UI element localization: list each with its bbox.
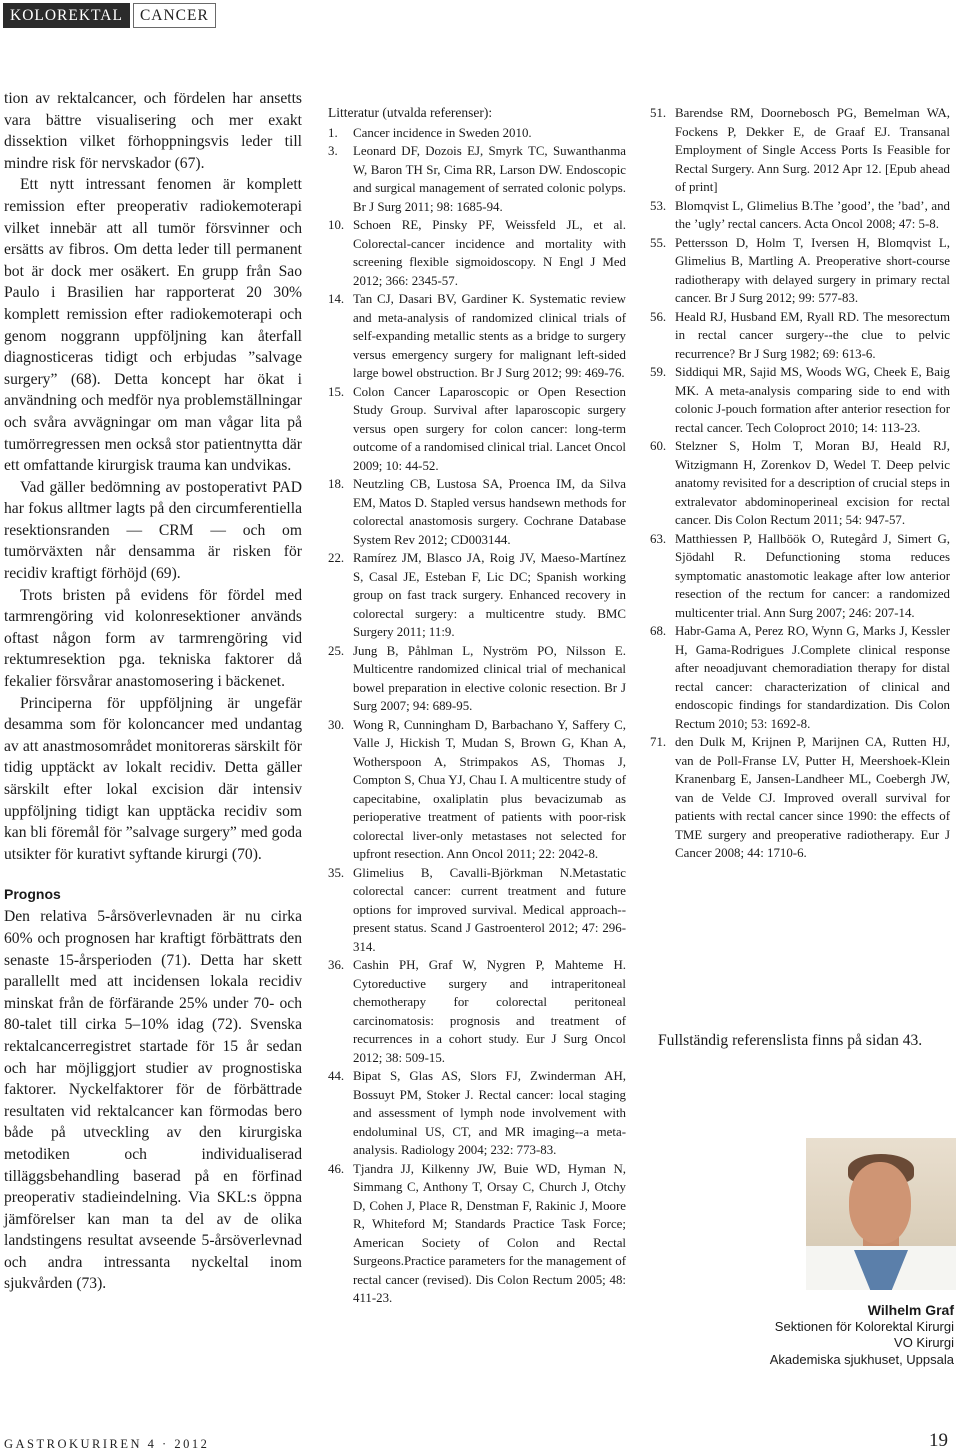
reference-number: 22. — [328, 551, 345, 565]
reference-number: 30. — [328, 717, 345, 732]
author-caption — [770, 1302, 954, 1368]
page-number: 19 — [929, 1430, 948, 1451]
reference-text: Wong R, Cunningham D, Barbachano Y, Saffery C, Valle J, Hickish T, Mudan S, Brown G, Khan A, Wotherspoon A, Strimpakos AS, Thomas J, Compton S, Chua YJ, Chau I. A multicentre study of capecitabine, oxaliplatin plus bevacizumab as perioperative treatment of patients with poor-risk colorectal liver-only metastases not selected for upfront resection. Ann Oncol 2011; 22: 2042-8. — [353, 717, 626, 861]
reference-text: Matthiessen P, Hallböök O, Rutegård J, Simert G, Sjödahl R. Defunctioning stoma reduces symptomatic anastomotic leakage after low anterior resection of the rectum for cancer: a randomized multicenter trial. Ann Surg 2007; 246: 207-14. — [675, 531, 950, 620]
reference-item — [328, 549, 626, 642]
reference-number: 35. — [328, 865, 345, 880]
reference-item — [650, 733, 950, 863]
body-paragraph: Trots bristen på evidens för fördel med tarmrengöring vid kolonresektioner används oftast någon form av tarmrengöring vid rektumresektion pga. tekniska faktorer då fekalier försvårar anastomosering i bäckenet. — [4, 586, 302, 691]
reference-number: 63. — [650, 531, 667, 546]
reference-item — [650, 363, 950, 437]
reference-item — [650, 234, 950, 308]
reference-item — [328, 142, 626, 216]
body-paragraph: Den relativa 5-årsöverlevnaden är nu cirka 60% och prognosen har kraftigt förbättrats den senaste 15-årsperioden (71). Detta har skett parallellt med att incidensen lokala recidiv minskat från de förfärande 25% under 70- och 80-talet till cirka 5–10% idag (72). Svenska rektalcancerregistret startade för 15 år sedan och har möjliggjort studier av prognostiska faktorer. Nyckelfaktorer för de förbättrade resultaten vid rektalcancer kan förmodas bero både på utveckling av den kirurgiska metodiken och individualiserad tilläggsbehandling baserad på en förfinad preoperativ stadieindelning. Via SKL:s öppna jämförelser kan man ta del av de olika landstingens resultat avseende 5-årsöverlevnad och andra intressanta nyckeltal inom sjukvården (73). — [4, 908, 302, 1293]
reference-column-right — [650, 104, 950, 863]
reference-item — [328, 1160, 626, 1308]
body-paragraph: tion av rektalcancer, och fördelen har ansetts vara bättre visualisering och mer exakt dissektion vilket förhoppningsvis leder till mindre risk för nervskador (67). — [4, 90, 302, 172]
reference-item — [650, 197, 950, 234]
reference-text: Heald RJ, Husband EM, Ryall RD. The mesorectum in rectal cancer surgery--the clue to pelvic recurrence? Br J Surg 1982; 69: 613-6. — [675, 309, 950, 361]
reference-text: Pettersson D, Holm T, Iversen H, Blomqvist L, Glimelius B, Martling A. Preoperative short-course radiotherapy with delayed surgery in primary rectal cancer. Br J Surg 2012; 99: 577-83. — [675, 235, 950, 305]
reference-item — [650, 530, 950, 623]
author-photo — [806, 1138, 956, 1290]
reference-title: Litteratur (utvalda referenser): — [328, 105, 493, 120]
reference-text: den Dulk M, Krijnen P, Marijnen CA, Rutten HJ, van de Poll-Franse LV, Putter H, Meershoek-Klein Kranenbarg E, Jansen-Landheer ML, Coebergh JW, van de Velde CJ. Improved overall survival for patients with rectal cancer since 1990: the effects of TME surgery and preoperative radiotherapy. Eur J Cancer 2008; 44: 1710-6. — [675, 735, 950, 860]
reference-number: 15. — [328, 384, 345, 399]
body-paragraph: Principerna för uppföljning är ungefär desamma som för koloncancer med undantag av att anastmosområdet monitoreras särskilt för tidig upptäckt av lokalt recidiv. Detta gäller särskilt efter lokal excision där intensiv uppföljning tidigt kan upptäcka recidiv som kan bli föremål för ”salvage surgery” med goda utsikter för kurativt syftande kirurgi (70). — [4, 694, 302, 863]
reference-text: Colon Cancer Laparoscopic or Open Resection Study Group. Survival after laparoscopic surgery versus open surgery for colon cancer: long-term outcome of a randomised clinical trial. Lancet Oncol 2009; 10: 44-52. — [353, 384, 626, 473]
reference-item — [328, 124, 626, 143]
author-hospital: Akademiska sjukhuset, Uppsala — [769, 1351, 954, 1367]
reference-number: 56. — [650, 309, 667, 324]
reference-number: 3. — [328, 144, 338, 158]
reference-text: Blomqvist L, Glimelius B.The ’good’, the ’bad’, and the ’ugly’ rectal cancers. Acta Oncol 2008; 47: 5-8. — [675, 198, 950, 231]
author-affiliation: Sektionen för Kolorektal Kirurgi — [774, 1318, 954, 1334]
reference-number: 59. — [650, 365, 667, 379]
reference-item — [328, 716, 626, 864]
reference-text: Tjandra JJ, Kilkenny JW, Buie WD, Hyman N, Simmang C, Anthony T, Orsay C, Church J, Otchy D, Cohen J, Place R, Denstman F, Rakinic J, Moore R, Whiteford M; Standards Practice Task Force; American Society of Colon and Rectal Surgeons.Practice parameters for the management of rectal cancer (revised). Dis Colon Rectum 2005; 48: 411-23. — [353, 1161, 626, 1305]
reference-number: 10. — [328, 218, 345, 232]
reference-item — [650, 104, 950, 197]
reference-text: Ramírez JM, Blasco JA, Roig JV, Maeso-Martínez S, Casal JE, Esteban F, Lic DC; Spanish working group on fast track surgery. Enhanced recovery in colorectal surgery: a multicentre study. BMC Surgery 2011; 11:9. — [353, 551, 626, 639]
reference-text: Bipat S, Glas AS, Slors FJ, Zwinderman AH, Bossuyt PM, Stoker J. Rectal cancer: local staging and assessment of lymph node involvement with endoluminal US, CT, and MR imaging--a meta-analysis. Radiology 2004; 232: 773-83. — [353, 1069, 626, 1157]
body-paragraph: Ett nytt intressant fenomen är komplett remission efter preoperativ radiokemoterapi vilket innebär att all tumör försvinner och ersätts av fibros. Om detta leder till permanent bot är dock mer osäkert. En grupp från Sao Paulo i Brasilien har rapporterat 20 30% komplett remission efter radiokemoterapi och genom noggrann uppföljning kan återfall diagnosticeras tidigt och erbjudas ”salvage surgery” (68). Detta koncept har ökat i användning och medför nya problemställningar och svåra avvägningar om man vågar lita på tumörregressen men också stor patientnytta där ett omfattande kirurgisk trauma kan undvikas. — [4, 176, 302, 475]
reference-number: 71. — [650, 735, 667, 749]
reference-text: Cancer incidence in Sweden 2010. — [353, 125, 532, 140]
reference-number: 55. — [650, 235, 667, 250]
reference-number: 53. — [650, 198, 667, 213]
reference-number: 1. — [328, 125, 338, 140]
reference-item — [650, 622, 950, 733]
author-name: Wilhelm Graf — [867, 1302, 954, 1318]
reference-text: Stelzner S, Holm T, Moran BJ, Heald RJ, Witzigmann H, Zorenkov D, Wedel T. Deep pelvic anatomy revisited for a description of crucial steps in extralevator abdominoperineal excision for rectal cancer. Dis Colon Rectum 2011; 54: 947-57. — [675, 439, 950, 527]
reference-number: 25. — [328, 643, 345, 658]
reference-text: Glimelius B, Cavalli-Björkman N.Metastatic colorectal cancer: current treatment and future options for improved survival. Medical approach--present status. Scand J Gastroenterol 2012; 47: 296-314. — [353, 865, 626, 954]
reference-text: Cashin PH, Graf W, Nygren P, Mahteme H. Cytoreductive surgery and intraperitoneal chemotherapy for colorectal peritoneal carcinomatosis: prognosis and treatment of recurrences in a cohort study. Eur J Surg Oncol 2012; 38: 509-15. — [353, 958, 626, 1065]
body-text-column — [4, 88, 302, 1295]
reference-text: Barendse RM, Doornebosch PG, Bemelman WA, Fockens P, Dekker E, de Graaf EJ. Transanal Employment of Single Access Ports Is Feasible for Rectal Surgery. Ann Surg. 2012 Apr 12. [Epub ahead of print] — [675, 106, 950, 194]
reference-text: Leonard DF, Dozois EJ, Smyrk TC, Suwanthanma W, Baron TH Sr, Cima RR, Larson DW. Endoscopic and surgical management of serrated colonic polyps. Br J Surg 2011; 98: 1685-94. — [353, 144, 626, 214]
reference-column-left — [328, 104, 626, 1308]
reference-item — [650, 437, 950, 530]
reference-text: Tan CJ, Dasari BV, Gardiner K. Systematic review and meta-analysis of randomized clinical trials of self-expanding metallic stents as a bridge to surgery versus emergency surgery for malignant left-sided large bowel obstruction. Br J Surg 2012; 99: 469-76. — [353, 292, 626, 380]
reference-number: 36. — [328, 958, 345, 972]
reference-text: Neutzling CB, Lustosa SA, Proenca IM, da Silva EM, Matos D. Stapled versus handsewn methods for colorectal anastomosis surgery. Cochrane Database System Rev 2012; CD003144. — [353, 477, 626, 547]
section-label-primary: KOLOREKTAL — [3, 3, 130, 28]
reference-item — [328, 864, 626, 957]
section-header — [3, 3, 216, 28]
reference-item — [328, 216, 626, 290]
reference-number: 44. — [328, 1069, 345, 1083]
reference-item — [328, 642, 626, 716]
reference-item — [650, 308, 950, 364]
full-reference-note: Fullständig referenslista finns på sidan 43. — [658, 1032, 923, 1049]
reference-number: 68. — [650, 624, 667, 638]
body-paragraph: Vad gäller bedömning av postoperativt PAD har fokus alltmer lagts på den circumferentiella resektionsranden — CRM — och om tumörväxten når densamma är risken för recidiv kraftigt förhöjd (69). — [4, 478, 302, 583]
reference-item — [328, 290, 626, 383]
author-department: VO Kirurgi — [894, 1335, 954, 1350]
reference-number: 51. — [650, 106, 667, 120]
reference-number: 18. — [328, 477, 345, 491]
reference-number: 46. — [328, 1161, 345, 1176]
reference-item — [328, 383, 626, 476]
reference-item — [328, 1067, 626, 1160]
reference-number: 14. — [328, 292, 345, 306]
reference-text: Habr-Gama A, Perez RO, Wynn G, Marks J, Kessler H, Gama-Rodrigues J.Complete clinical response after neoadjuvant chemoradiation therapy for distal rectal cancer: characterization of clinical and endoscopic findings for standardization. Dis Colon Rectum 2010; 53: 1692-8. — [675, 624, 950, 731]
reference-item — [328, 956, 626, 1067]
section-label-secondary: CANCER — [133, 3, 216, 28]
reference-text: Siddiqui MR, Sajid MS, Woods WG, Cheek E, Baig MK. A meta-analysis comparing side to end with colonic J-pouch formation after anterior resection for rectal cancer. Tech Coloproct 2010; 14: 113-23. — [675, 365, 950, 435]
reference-number: 60. — [650, 439, 667, 453]
publication-footer: GASTROKURIREN 4 · 2012 — [4, 1437, 210, 1451]
section-heading-prognos: Prognos — [4, 886, 61, 903]
reference-text: Jung B, Påhlman L, Nyström PO, Nilsson E. Multicentre randomized clinical trial of mechanical bowel preparation in elective colonic resection. Br J Surg 2007; 94: 689-95. — [353, 643, 626, 713]
reference-text: Schoen RE, Pinsky PF, Weissfeld JL, et al. Colorectal-cancer incidence and mortality with screening flexible sigmoidoscopy. N Engl J Med 2012; 366: 2345-57. — [353, 218, 626, 288]
reference-item — [328, 475, 626, 549]
